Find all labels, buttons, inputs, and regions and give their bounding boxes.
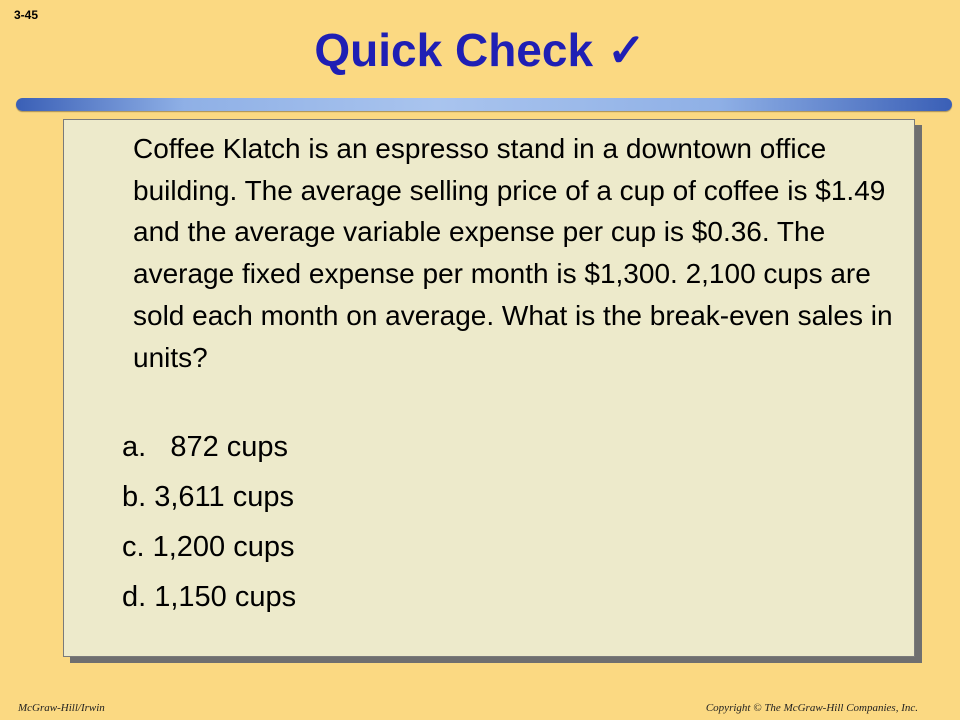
footer-copyright: Copyright © The McGraw-Hill Companies, Inc. [705, 702, 918, 714]
slide-title [0, 22, 960, 78]
question-text: Coffee Klatch is an espresso stand in a downtown office building. The average selling price of a cup of coffee is $1.49 and the average variable expense per cup is $0.36. The average fixed expense per month is $1,300. 2,100 cups are sold each month on average. What is the break-even sales in units? [133, 133, 893, 373]
answer-option-d: d. 1,150 cups [122, 581, 297, 613]
answer-option-a: a. 872 cups [122, 431, 289, 463]
answer-option-c: c. 1,200 cups [122, 531, 295, 563]
title-text: Quick Check [314, 24, 594, 76]
title-divider-bar [16, 98, 952, 111]
checkmark-icon: ✓ [607, 24, 646, 76]
answer-option-b: b. 3,611 cups [122, 481, 294, 513]
footer-publisher: McGraw-Hill/Irwin [18, 702, 105, 714]
slide-number: 3-45 [14, 8, 39, 22]
